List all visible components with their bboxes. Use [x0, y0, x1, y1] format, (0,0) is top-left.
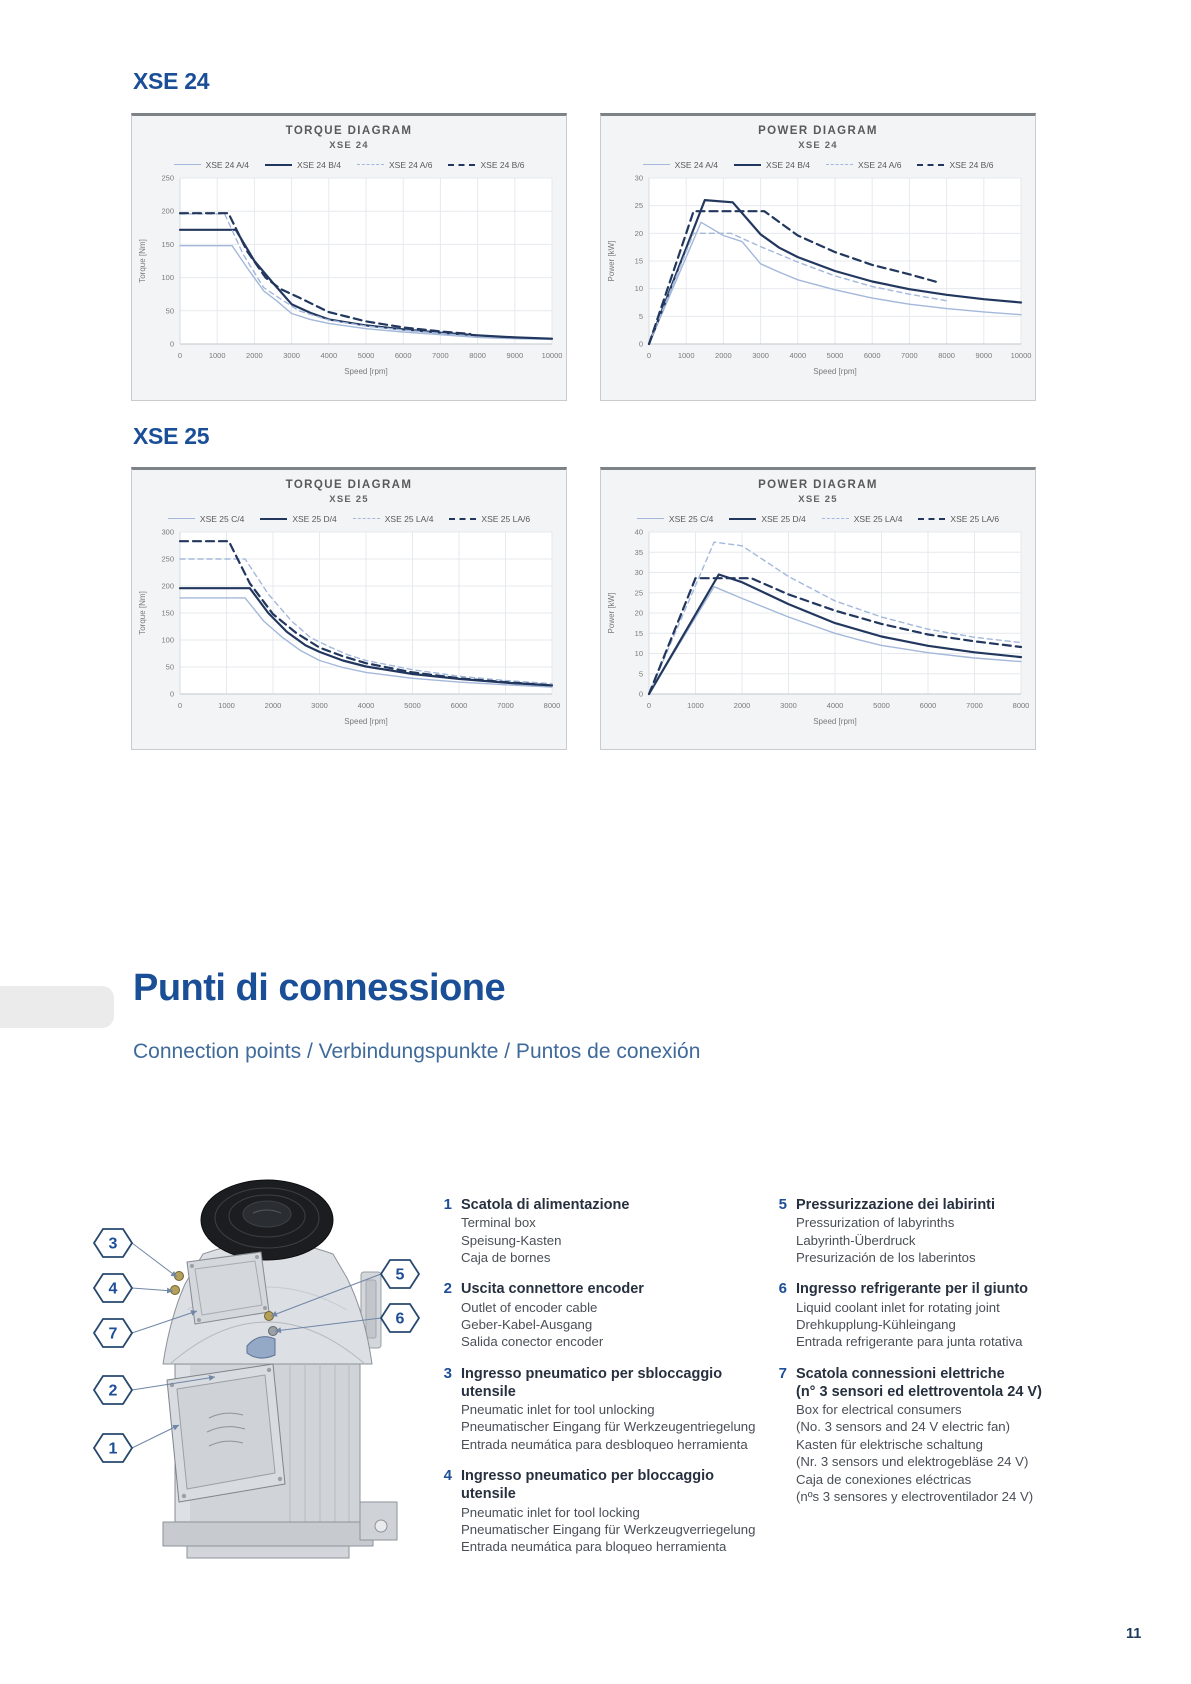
- xse24-power-chart: [600, 113, 1036, 401]
- legend-item: [448, 160, 524, 170]
- item-translation: Geber-Kabel-Ausgang: [461, 1316, 593, 1332]
- svg-text:4000: 4000: [789, 351, 807, 360]
- item-translation: Terminal box: [461, 1215, 536, 1231]
- chart-subtitle: XSE 24: [329, 140, 369, 151]
- legend-label: XSE 24 A/4: [674, 159, 719, 170]
- item-translation: Drehkupplung-Kühleingang: [796, 1316, 956, 1332]
- callout-number-1: 1: [108, 1440, 118, 1458]
- legend-line-sample: [729, 518, 756, 520]
- svg-text:250: 250: [161, 554, 174, 564]
- connection-item: [437, 1467, 759, 1556]
- legend-item: [353, 514, 434, 524]
- svg-text:1000: 1000: [687, 701, 704, 710]
- item-title-it: Ingresso pneumatico per sbloccaggio utensile: [461, 1365, 723, 1400]
- page-number: 11: [1126, 1626, 1142, 1642]
- chart-legend: [601, 513, 1035, 524]
- item-translation: Presurización de los laberintos: [796, 1249, 976, 1265]
- svg-text:50: 50: [165, 306, 174, 316]
- chart-title: TORQUE DIAGRAM: [285, 479, 413, 491]
- svg-text:15: 15: [634, 628, 643, 638]
- legend-label: XSE 24 B/4: [297, 159, 341, 170]
- svg-text:1000: 1000: [677, 351, 695, 360]
- item-translation: Outlet of encoder cable: [461, 1299, 598, 1315]
- svg-text:0: 0: [646, 351, 652, 360]
- svg-text:0: 0: [177, 351, 183, 360]
- xse24-power-plot: [601, 172, 1035, 394]
- section-heading-xse25: XSE 25: [133, 423, 210, 449]
- svg-text:5000: 5000: [357, 351, 375, 360]
- svg-text:0: 0: [638, 689, 643, 699]
- item-texts: [461, 1467, 759, 1556]
- legend-item: [265, 160, 341, 170]
- svg-text:0: 0: [646, 701, 652, 710]
- legend-line-sample: [822, 518, 849, 519]
- svg-text:5000: 5000: [404, 701, 421, 710]
- item-number: 5: [778, 1196, 787, 1213]
- legend-label: XSE 25 C/4: [668, 513, 714, 524]
- svg-text:0: 0: [169, 689, 174, 699]
- svg-text:8000: 8000: [469, 351, 486, 360]
- item-translation: Pressurization of labyrinths: [796, 1215, 955, 1231]
- item-translation: Entrada neumática para bloqueo herramienta: [461, 1539, 727, 1555]
- item-translation: Box for electrical consumers: [796, 1402, 962, 1418]
- svg-text:250: 250: [161, 173, 174, 183]
- svg-text:20: 20: [634, 608, 643, 618]
- svg-text:2000: 2000: [715, 351, 732, 360]
- legend-item: [260, 514, 336, 524]
- item-translation: Kasten für elektrische schaltung: [796, 1436, 983, 1452]
- legend-item: [917, 160, 993, 170]
- item-translation: Pneumatischer Eingang für Werkzeugverriegelung: [461, 1521, 756, 1537]
- svg-text:100: 100: [161, 273, 174, 283]
- legend-line-sample: [353, 518, 380, 519]
- svg-text:5000: 5000: [873, 701, 890, 710]
- legend-line-sample: [448, 164, 475, 166]
- svg-text:0: 0: [169, 339, 174, 349]
- svg-text:Torque [Nm]: Torque [Nm]: [138, 591, 147, 635]
- svg-text:Power [kW]: Power [kW]: [607, 240, 616, 282]
- connection-item: [437, 1280, 759, 1350]
- svg-text:30: 30: [634, 568, 643, 577]
- chart-legend: [132, 159, 566, 170]
- legend-label: XSE 25 C/4: [199, 513, 245, 524]
- callout-number-5: 5: [395, 1266, 405, 1284]
- legend-line-sample: [826, 164, 853, 165]
- chart-title: POWER DIAGRAM: [758, 125, 878, 137]
- svg-text:4000: 4000: [826, 701, 844, 710]
- svg-text:3000: 3000: [311, 701, 328, 710]
- svg-text:7000: 7000: [432, 351, 449, 360]
- svg-text:3000: 3000: [283, 351, 300, 360]
- legend-line-sample: [734, 164, 761, 166]
- svg-text:25: 25: [634, 588, 643, 598]
- svg-text:10: 10: [634, 649, 643, 658]
- item-texts: [461, 1365, 759, 1454]
- item-texts: [796, 1365, 1042, 1506]
- legend-label: XSE 24 B/6: [480, 159, 525, 170]
- chart-subtitle: XSE 24: [798, 140, 838, 151]
- xse25-charts-row: [131, 467, 1036, 750]
- svg-text:6000: 6000: [919, 701, 937, 710]
- section-heading-xse24: XSE 24: [133, 68, 210, 94]
- legend-label: XSE 25 LA/4: [853, 513, 903, 524]
- item-title-it: Ingresso refrigerante per il giunto: [796, 1281, 1029, 1298]
- svg-text:20: 20: [634, 228, 643, 238]
- callout-leader-1: [132, 1425, 179, 1448]
- section-band: [0, 986, 114, 1028]
- svg-text:50: 50: [165, 662, 174, 672]
- connection-items-left: [437, 1196, 759, 1570]
- svg-text:0: 0: [177, 701, 183, 710]
- svg-text:150: 150: [161, 608, 174, 618]
- callout-number-3: 3: [108, 1235, 118, 1253]
- legend-line-sample: [637, 518, 664, 519]
- item-translation: (Nr. 3 sensors und elektrogebläse 24 V): [796, 1454, 1029, 1470]
- item-translation: Pneumatic inlet for tool locking: [461, 1504, 640, 1520]
- svg-text:5: 5: [638, 669, 643, 679]
- legend-line-sample: [174, 164, 201, 165]
- legend-item: [357, 160, 432, 170]
- svg-text:100: 100: [161, 635, 174, 645]
- item-number: 7: [778, 1364, 787, 1382]
- legend-item: [174, 160, 249, 170]
- legend-label: XSE 24 A/6: [858, 159, 902, 170]
- svg-text:15: 15: [634, 256, 643, 266]
- legend-label: XSE 25 LA/6: [481, 513, 531, 524]
- item-number: 2: [443, 1280, 452, 1298]
- item-texts: [461, 1196, 629, 1266]
- item-translation: Caja de conexiones eléctricas: [796, 1471, 972, 1487]
- legend-item: [734, 160, 810, 170]
- xse25-power-chart: [600, 467, 1036, 750]
- chart-title: TORQUE DIAGRAM: [285, 125, 413, 137]
- legend-item: [826, 160, 901, 170]
- svg-text:4000: 4000: [357, 701, 375, 710]
- legend-label: XSE 24 A/4: [205, 159, 250, 170]
- svg-text:7000: 7000: [497, 701, 514, 710]
- svg-text:6000: 6000: [450, 701, 468, 710]
- svg-text:5000: 5000: [826, 351, 844, 360]
- svg-text:9000: 9000: [506, 351, 524, 360]
- legend-label: XSE 25 D/4: [761, 513, 806, 524]
- legend-item: [643, 160, 718, 170]
- item-number: 3: [443, 1364, 452, 1382]
- legend-line-sample: [918, 518, 945, 520]
- svg-text:10000: 10000: [541, 351, 563, 360]
- svg-text:Speed [rpm]: Speed [rpm]: [344, 367, 388, 376]
- svg-text:Speed [rpm]: Speed [rpm]: [813, 717, 857, 726]
- item-title-it: Uscita connettore encoder: [461, 1281, 644, 1298]
- svg-text:2000: 2000: [733, 701, 751, 710]
- svg-text:10000: 10000: [1010, 351, 1032, 360]
- item-number: 6: [778, 1280, 787, 1298]
- svg-text:200: 200: [161, 206, 174, 216]
- svg-text:150: 150: [161, 239, 174, 249]
- legend-line-sample: [168, 518, 195, 519]
- svg-text:Speed [rpm]: Speed [rpm]: [344, 717, 388, 726]
- xse25-torque-plot: [132, 526, 566, 744]
- svg-text:8000: 8000: [938, 351, 955, 360]
- item-number: 1: [443, 1196, 452, 1213]
- item-translation: Liquid coolant inlet for rotating joint: [796, 1299, 1000, 1315]
- svg-text:25: 25: [634, 201, 643, 211]
- svg-text:2000: 2000: [246, 351, 263, 360]
- svg-text:Speed [rpm]: Speed [rpm]: [813, 367, 857, 376]
- xse24-charts-row: [131, 113, 1036, 401]
- item-translation: Entrada refrigerante para junta rotativa: [796, 1334, 1023, 1350]
- legend-line-sample: [917, 164, 944, 166]
- item-title-it: Ingresso pneumatico per bloccaggio utensile: [461, 1468, 714, 1503]
- item-translation: Caja de bornes: [461, 1249, 551, 1265]
- item-translation: (No. 3 sensors and 24 V electric fan): [796, 1419, 1011, 1435]
- xse25-torque-chart: [131, 467, 567, 750]
- legend-label: XSE 24 A/6: [389, 159, 433, 170]
- legend-item: [822, 514, 903, 524]
- chart-legend: [601, 159, 1035, 170]
- item-translation: Pneumatischer Eingang für Werkzeugentriegelung: [461, 1419, 756, 1435]
- xse24-torque-plot: [132, 172, 566, 394]
- svg-text:7000: 7000: [966, 701, 983, 710]
- svg-text:1000: 1000: [218, 701, 235, 710]
- svg-text:4000: 4000: [320, 351, 338, 360]
- svg-text:7000: 7000: [901, 351, 918, 360]
- legend-label: XSE 25 D/4: [292, 513, 337, 524]
- svg-text:Torque [Nm]: Torque [Nm]: [138, 239, 147, 283]
- spindle-motor-drawing: [75, 1112, 420, 1562]
- svg-text:8000: 8000: [1012, 701, 1030, 710]
- svg-text:3000: 3000: [752, 351, 769, 360]
- xse24-torque-chart: [131, 113, 567, 401]
- legend-item: [637, 514, 713, 524]
- connection-item: [772, 1365, 1122, 1506]
- legend-line-sample: [449, 518, 476, 520]
- item-texts: [461, 1280, 644, 1350]
- callout-number-6: 6: [395, 1310, 405, 1328]
- legend-line-sample: [643, 164, 670, 165]
- legend-item: [918, 514, 999, 524]
- legend-item: [449, 514, 530, 524]
- connection-item: [437, 1196, 759, 1266]
- item-title-it: Scatola connessioni elettriche: [796, 1365, 1005, 1382]
- item-texts: [796, 1196, 995, 1266]
- connection-subtitle: Connection points / Verbindungspunkte / Puntos de conexión: [133, 1040, 701, 1063]
- svg-text:30: 30: [634, 173, 643, 183]
- legend-item: [729, 514, 805, 524]
- svg-text:2000: 2000: [264, 701, 282, 710]
- legend-label: XSE 25 LA/6: [950, 513, 1000, 524]
- item-translation: (nºs 3 sensores y electroventilador 24 V): [796, 1489, 1034, 1505]
- svg-text:300: 300: [161, 527, 174, 537]
- chart-title: POWER DIAGRAM: [758, 479, 878, 491]
- connection-items-right: [772, 1196, 1122, 1520]
- item-translation: Entrada neumática para desbloqueo herramienta: [461, 1436, 748, 1452]
- svg-text:35: 35: [634, 547, 643, 557]
- svg-text:40: 40: [634, 527, 643, 537]
- item-translation: Labyrinth-Überdruck: [796, 1232, 916, 1248]
- connection-item: [772, 1280, 1122, 1350]
- legend-item: [168, 514, 244, 524]
- svg-text:1000: 1000: [208, 351, 226, 360]
- legend-line-sample: [265, 164, 292, 166]
- callout-number-4: 4: [108, 1280, 118, 1298]
- chart-subtitle: XSE 25: [798, 494, 838, 505]
- legend-label: XSE 24 B/6: [949, 159, 994, 170]
- connection-item: [772, 1196, 1122, 1266]
- legend-label: XSE 25 LA/4: [384, 513, 434, 524]
- callout-leader-4: [132, 1288, 173, 1291]
- connection-title: Punti di connessione: [133, 967, 506, 1009]
- item-translation: Salida conector encoder: [461, 1334, 604, 1350]
- svg-text:0: 0: [638, 339, 643, 349]
- item-texts: [796, 1280, 1028, 1350]
- item-translation: Pneumatic inlet for tool unlocking: [461, 1402, 655, 1418]
- svg-text:8000: 8000: [543, 701, 561, 710]
- chart-legend: [132, 513, 566, 524]
- legend-label: XSE 24 B/4: [766, 159, 810, 170]
- item-number: 4: [443, 1467, 452, 1485]
- item-title-it: Pressurizzazione dei labirinti: [796, 1197, 996, 1213]
- item-translation: Speisung-Kasten: [461, 1232, 562, 1248]
- svg-text:5: 5: [638, 311, 643, 321]
- svg-text:10: 10: [634, 284, 643, 294]
- svg-text:9000: 9000: [975, 351, 993, 360]
- machine-art: [163, 1180, 397, 1558]
- svg-text:6000: 6000: [394, 351, 412, 360]
- callout-number-7: 7: [108, 1325, 118, 1343]
- svg-text:3000: 3000: [780, 701, 797, 710]
- item-title-it-2: (n° 3 sensori ed elettroventola 24 V): [796, 1383, 1042, 1400]
- callout-leader-3: [132, 1243, 177, 1277]
- svg-text:Power [kW]: Power [kW]: [607, 592, 616, 634]
- machine-illustration: [75, 1112, 420, 1562]
- item-title-it: Scatola di alimentazione: [461, 1197, 630, 1213]
- chart-subtitle: XSE 25: [329, 494, 369, 505]
- svg-text:200: 200: [161, 581, 174, 591]
- svg-text:6000: 6000: [863, 351, 881, 360]
- callout-number-2: 2: [108, 1382, 118, 1400]
- connection-item: [437, 1365, 759, 1454]
- legend-line-sample: [357, 164, 384, 165]
- xse25-power-plot: [601, 526, 1035, 744]
- legend-line-sample: [260, 518, 287, 520]
